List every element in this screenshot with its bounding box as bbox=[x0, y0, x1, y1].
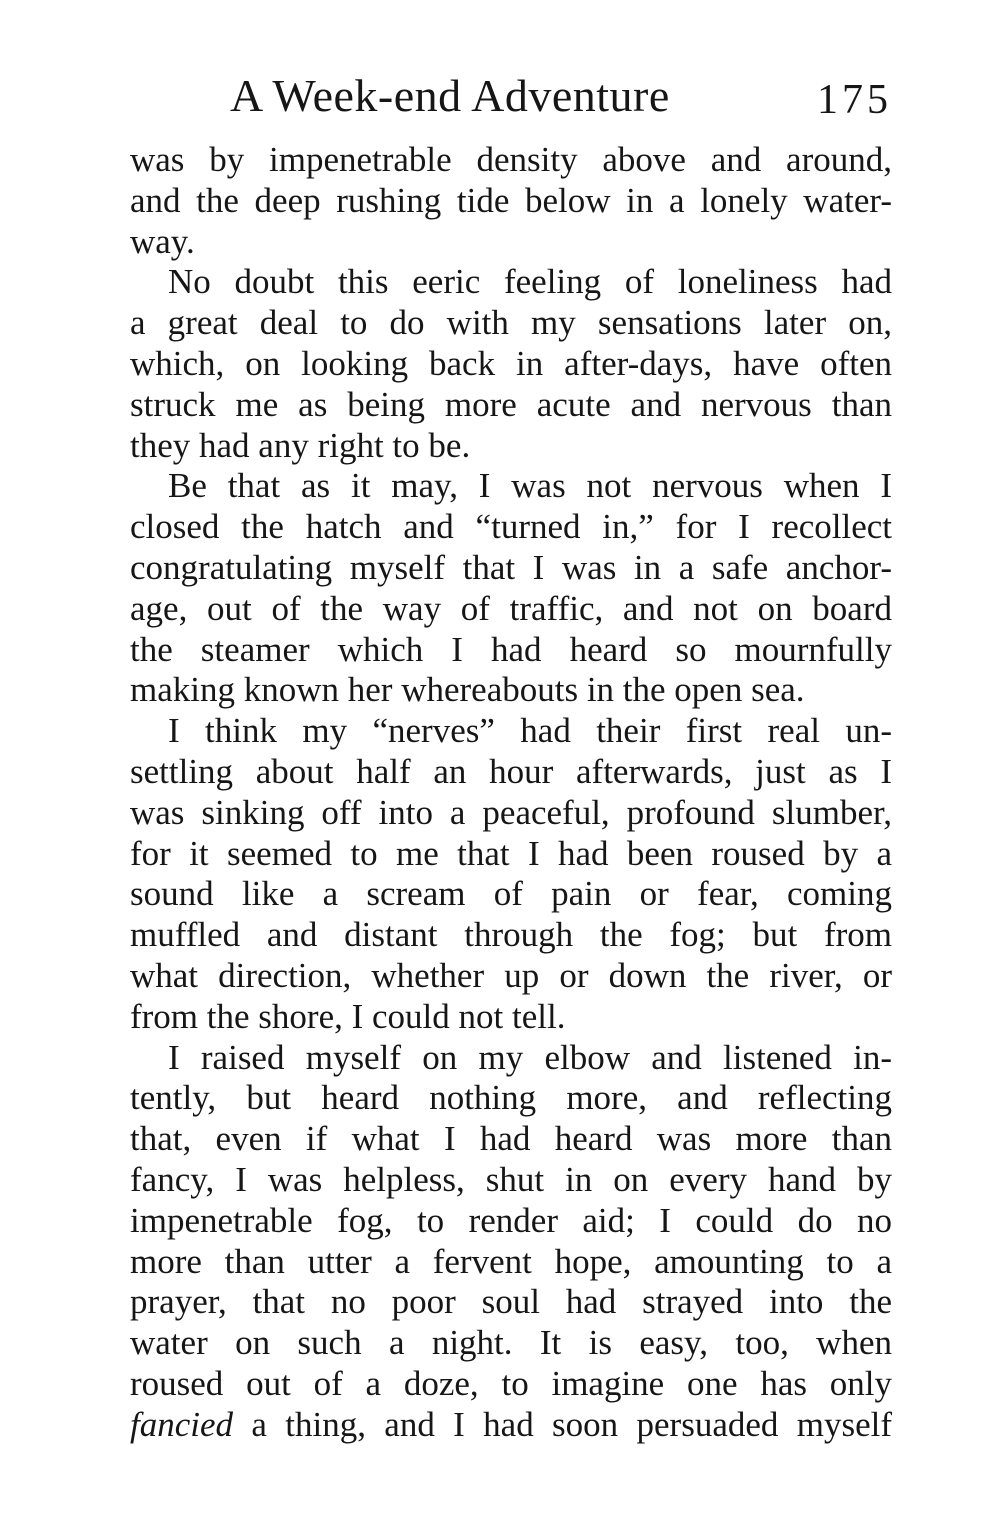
text-line: way. bbox=[130, 221, 195, 261]
text-line: more than utter a fervent hope, amounting to a bbox=[130, 1241, 892, 1281]
text-line: impenetrable fog, to render aid; I could do no bbox=[130, 1200, 892, 1240]
text-line: settling about half an hour afterwards, just as I bbox=[130, 751, 892, 791]
text-line: and the deep rushing tide below in a lonely water- bbox=[130, 180, 892, 220]
text-line: roused out of a doze, to imagine one has only bbox=[130, 1363, 892, 1403]
text-line: struck me as being more acute and nervous than bbox=[130, 384, 892, 424]
text-line: what direction, whether up or down the river, or bbox=[130, 955, 892, 995]
text-line: was sinking off into a peaceful, profound slumber, bbox=[130, 792, 892, 832]
text-line: age, out of the way of traffic, and not on board bbox=[130, 588, 892, 628]
text-line: for it seemed to me that I had been roused by a bbox=[130, 833, 892, 873]
running-head bbox=[130, 68, 892, 128]
text-line: was by impenetrable density above and around, bbox=[130, 140, 892, 179]
text-line-last bbox=[130, 1405, 892, 1446]
running-title: A Week-end Adventure bbox=[230, 70, 670, 121]
text-line: I think my “nerves” had their first real un- bbox=[168, 711, 892, 751]
text-line: prayer, that no poor soul had strayed into the bbox=[130, 1282, 892, 1322]
text-line: which, on looking back in after-days, have often bbox=[130, 343, 892, 383]
text-line: from the shore, I could not tell. bbox=[130, 996, 566, 1036]
page-number: 175 bbox=[817, 77, 892, 123]
text-line: sound like a scream of pain or fear, coming bbox=[130, 874, 892, 914]
italic-word: fancied bbox=[130, 1404, 234, 1444]
text-line: water on such a night. It is easy, too, when bbox=[130, 1323, 892, 1363]
text-line: congratulating myself that I was in a safe anchor- bbox=[130, 547, 892, 587]
text-line: No doubt this eeric feeling of loneliness had bbox=[168, 262, 892, 302]
text-line: they had any right to be. bbox=[130, 425, 471, 465]
text-line: tently, but heard nothing more, and reflecting bbox=[130, 1078, 892, 1118]
text-line: muffled and distant through the fog; but from bbox=[130, 915, 892, 955]
text-line: Be that as it may, I was not nervous when I bbox=[168, 466, 892, 506]
text-line: fancy, I was helpless, shut in on every hand by bbox=[130, 1159, 892, 1199]
body-text bbox=[130, 140, 892, 1446]
text-line: that, even if what I had heard was more than bbox=[130, 1119, 892, 1159]
text-line: the steamer which I had heard so mournfully bbox=[130, 629, 892, 669]
last-line-rest: a thing, and I had soon persuaded myself bbox=[233, 1404, 892, 1444]
text-line: I raised myself on my elbow and listened in- bbox=[168, 1037, 892, 1077]
text-line: making known her whereabouts in the open sea. bbox=[130, 670, 805, 710]
text-line: closed the hatch and “turned in,” for I recollect bbox=[130, 507, 892, 547]
text-line: a great deal to do with my sensations later on, bbox=[130, 303, 892, 343]
